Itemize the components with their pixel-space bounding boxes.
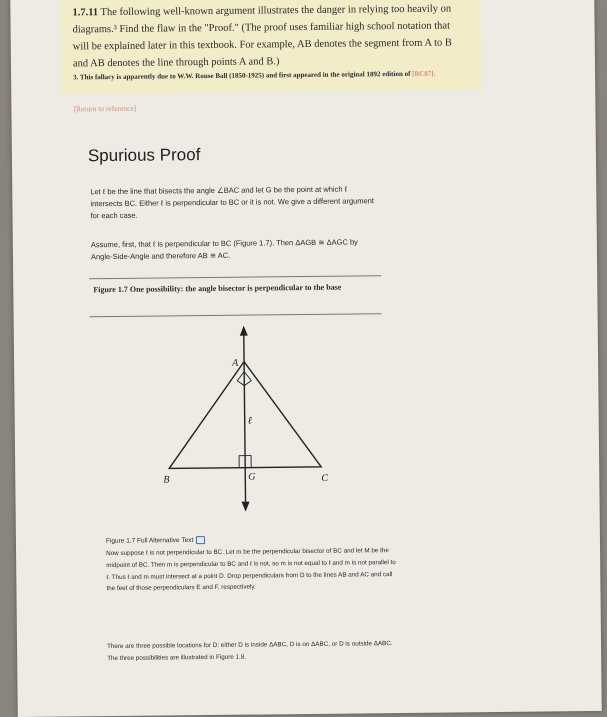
bisector-line	[244, 328, 246, 510]
exercise-text	[72, 0, 463, 72]
figure-caption: Figure 1.7 One possibility: the angle bisector is perpendicular to the base	[93, 282, 342, 295]
label-c: C	[321, 472, 329, 484]
caption-top-rule	[89, 275, 381, 279]
arrow-up-icon	[240, 326, 248, 336]
footnote-ref-link[interactable]: [BC87].	[412, 69, 436, 78]
paragraph-3: Now suppose ℓ is not perpendicular to BC. Let m be the perpendicular bisector of BC and let M be the midpoint of BC. Then m is perpendicular to BC and ℓ is not, so m is not equal to ℓ and m is not parallel to ℓ. Thus ℓ and m must intersect at a point D. Drop perpendiculars from D to the lines AB and AC and call the feet of those perpendiculars E and F, respectively.	[106, 547, 396, 593]
label-g: G	[248, 471, 256, 483]
paragraph-2: Assume, first, that ℓ is perpendicular to BC (Figure 1.7). Then ΔAGB ≅ ΔAGC by Angle-Side-Angle and therefore AB ≅ AC.	[90, 237, 358, 262]
arrow-down-icon	[242, 502, 250, 512]
expand-icon	[196, 536, 205, 544]
triangle-figure	[144, 319, 346, 521]
textbook-page	[10, 0, 602, 717]
section-title: Spurious Proof	[87, 145, 201, 166]
return-to-reference-link[interactable]: [Return to reference]	[73, 103, 137, 114]
paragraph-1: Let ℓ be the line that bisects the angle ∠BAC and let G be the point at which ℓ intersects BC. Either ℓ is perpendicular to BC or it is not. We give a different argument for each case.	[90, 184, 374, 221]
paragraph-4: There are three possible locations for D: either D is inside ΔABC, D is on ΔABC, or D is outside ΔABC. The three possibilities are illustrated in Figure 1.8.	[107, 640, 393, 662]
exercise-number: 1.7.11	[72, 7, 99, 19]
figure-alt-text-link[interactable]	[106, 536, 205, 545]
caption-bottom-rule	[90, 313, 382, 317]
label-l: ℓ	[247, 415, 252, 427]
label-b: B	[163, 474, 170, 486]
exercise-body: The following well-known argument illustrates the danger in relying too heavily on diagrams.³ Find the flaw in the "Proof." (The proof uses familiar high school notation that will be explained later in this textbook. For example, AB denotes the segment from A to B and AB denotes the line through points A and B.)	[72, 3, 452, 70]
alt-text-label: Figure 1.7 Full Alternative Text	[105, 536, 194, 545]
label-a: A	[232, 357, 239, 369]
footnote-text: 3. This fallacy is apparently due to W.W. Rouse Ball (1850-1925) and first appeared in the original 1892 edition of	[73, 69, 411, 82]
